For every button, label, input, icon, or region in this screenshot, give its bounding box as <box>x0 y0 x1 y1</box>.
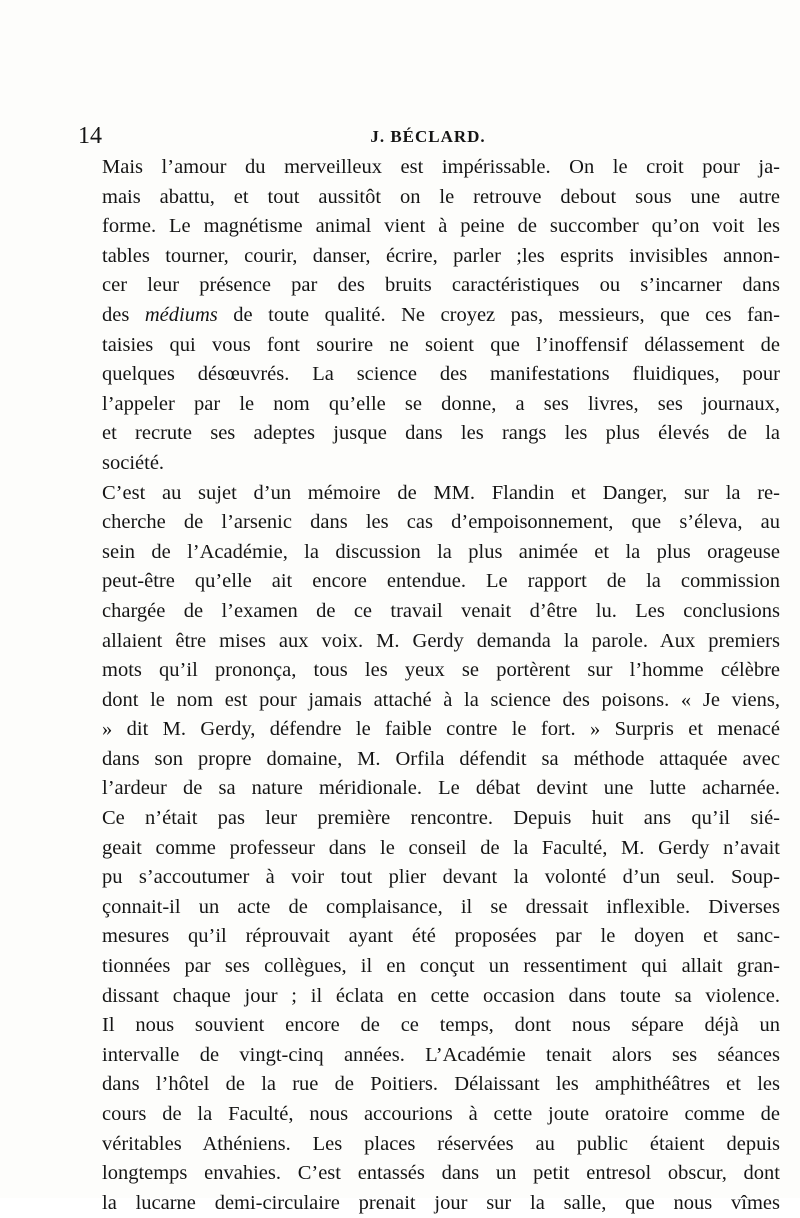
text-line: Il nous souvient encore de ce temps, dont nous sépare déjà un <box>102 1014 780 1037</box>
text-line: pu s’accoutumer à voir tout plier devant la volonté d’un seul. Soup- <box>102 866 780 889</box>
text-line: mesures qu’il réprouvait ayant été proposées par le doyen et sanc- <box>102 925 780 948</box>
text-line: intervalle de vingt-cinq années. L’Académie tenait alors ses séances <box>102 1043 780 1066</box>
text-line: cours de la Faculté, nous accourions à cette joute oratoire comme de <box>102 1103 780 1125</box>
text-line: longtemps envahies. C’est entassés dans un petit entresol obscur, dont <box>102 1162 780 1185</box>
text-line: cer leur présence par des bruits caractéristiques ou s’incarner dans <box>102 274 780 297</box>
text-line: la lucarne demi-circulaire prenait jour sur la salle, que nous vîmes <box>102 1191 780 1214</box>
text-line: tables tourner, courir, danser, écrire, parler ;les esprits invisibles annon- <box>102 244 780 267</box>
text-line: quelques désœuvrés. La science des manifestations fluidiques, pour <box>102 363 780 386</box>
paragraph-1 <box>78 153 780 479</box>
text-line: sein de l’Académie, la discussion la plus animée et la plus orageuse <box>102 540 780 563</box>
text-line: peut-être qu’elle ait encore entendue. Le rapport de la commission <box>102 570 780 593</box>
text-line: dissant chaque jour ; il éclata en cette occasion dans toute sa violence. <box>102 984 780 1007</box>
line-rest: de toute qualité. Ne croyez pas, messieurs, que ces fan- <box>217 303 780 326</box>
text-line: cherche de l’arsenic dans les cas d’empoisonnement, que s’éleva, au <box>102 511 780 534</box>
text-line: société. <box>102 451 165 474</box>
page-number: 14 <box>78 123 102 149</box>
text-line: dans l’hôtel de la rue de Poitiers. Délaissant les amphithéâtres et les <box>102 1073 780 1096</box>
line-start: des <box>102 303 145 326</box>
text-line: l’appeler par le nom qu’elle se donne, a ses livres, ses journaux, <box>102 392 780 415</box>
text-line: chargée de l’examen de ce travail venait d’être lu. Les conclusions <box>102 599 780 622</box>
text-line: forme. Le magnétisme animal vient à peine de succomber qu’on voit les <box>102 215 780 238</box>
text-line: Mais l’amour du merveilleux est impérissable. On le croit pour ja- <box>102 156 780 178</box>
text-line: taisies qui vous font sourire ne soient que l’inoffensif délassement de <box>102 333 780 356</box>
paragraph-2 <box>78 479 780 805</box>
text-line: geait comme professeur dans le conseil de la Faculté, M. Gerdy n’avait <box>102 836 780 859</box>
text-line: » dit M. Gerdy, défendre le faible contre le fort. » Surpris et menacé <box>102 718 780 741</box>
body-text <box>78 153 780 1218</box>
text-line: allaient être mises aux voix. M. Gerdy demanda la parole. Aux premiers <box>102 629 780 652</box>
running-title: J. BÉCLARD. <box>370 127 486 146</box>
text-line: mais abattu, et tout aussitôt on le retrouve debout sous une autre <box>102 185 780 208</box>
text-line: C’est au sujet d’un mémoire de MM. Flandin et Danger, sur la re- <box>102 481 780 504</box>
running-head <box>78 122 778 150</box>
text-line: l’ardeur de sa nature méridionale. Le débat devint une lutte acharnée. <box>102 777 780 800</box>
text-line: véritables Athéniens. Les places réservées au public étaient depuis <box>102 1132 780 1155</box>
text-line-with-italic <box>78 301 780 331</box>
text-line: dans son propre domaine, M. Orfila défendit sa méthode attaquée avec <box>102 747 780 770</box>
paragraph-4 <box>78 1011 780 1218</box>
text-line: et recrute ses adeptes jusque dans les rangs les plus élevés de la <box>102 422 780 445</box>
text-line: çonnait-il un acte de complaisance, il se dressait inflexible. Diverses <box>102 895 780 918</box>
text-line: Ce n’était pas leur première rencontre. Depuis huit ans qu’il sié- <box>102 807 780 830</box>
italic-word: médiums <box>144 303 218 326</box>
text-line: mots qu’il prononça, tous les yeux se portèrent sur l’homme célèbre <box>102 659 780 682</box>
paragraph-3 <box>78 804 780 1011</box>
text-line: dont le nom est pour jamais attaché à la science des poisons. « Je viens, <box>102 688 780 711</box>
text-line: tionnées par ses collègues, il en conçut un ressentiment qui allait gran- <box>102 955 780 978</box>
